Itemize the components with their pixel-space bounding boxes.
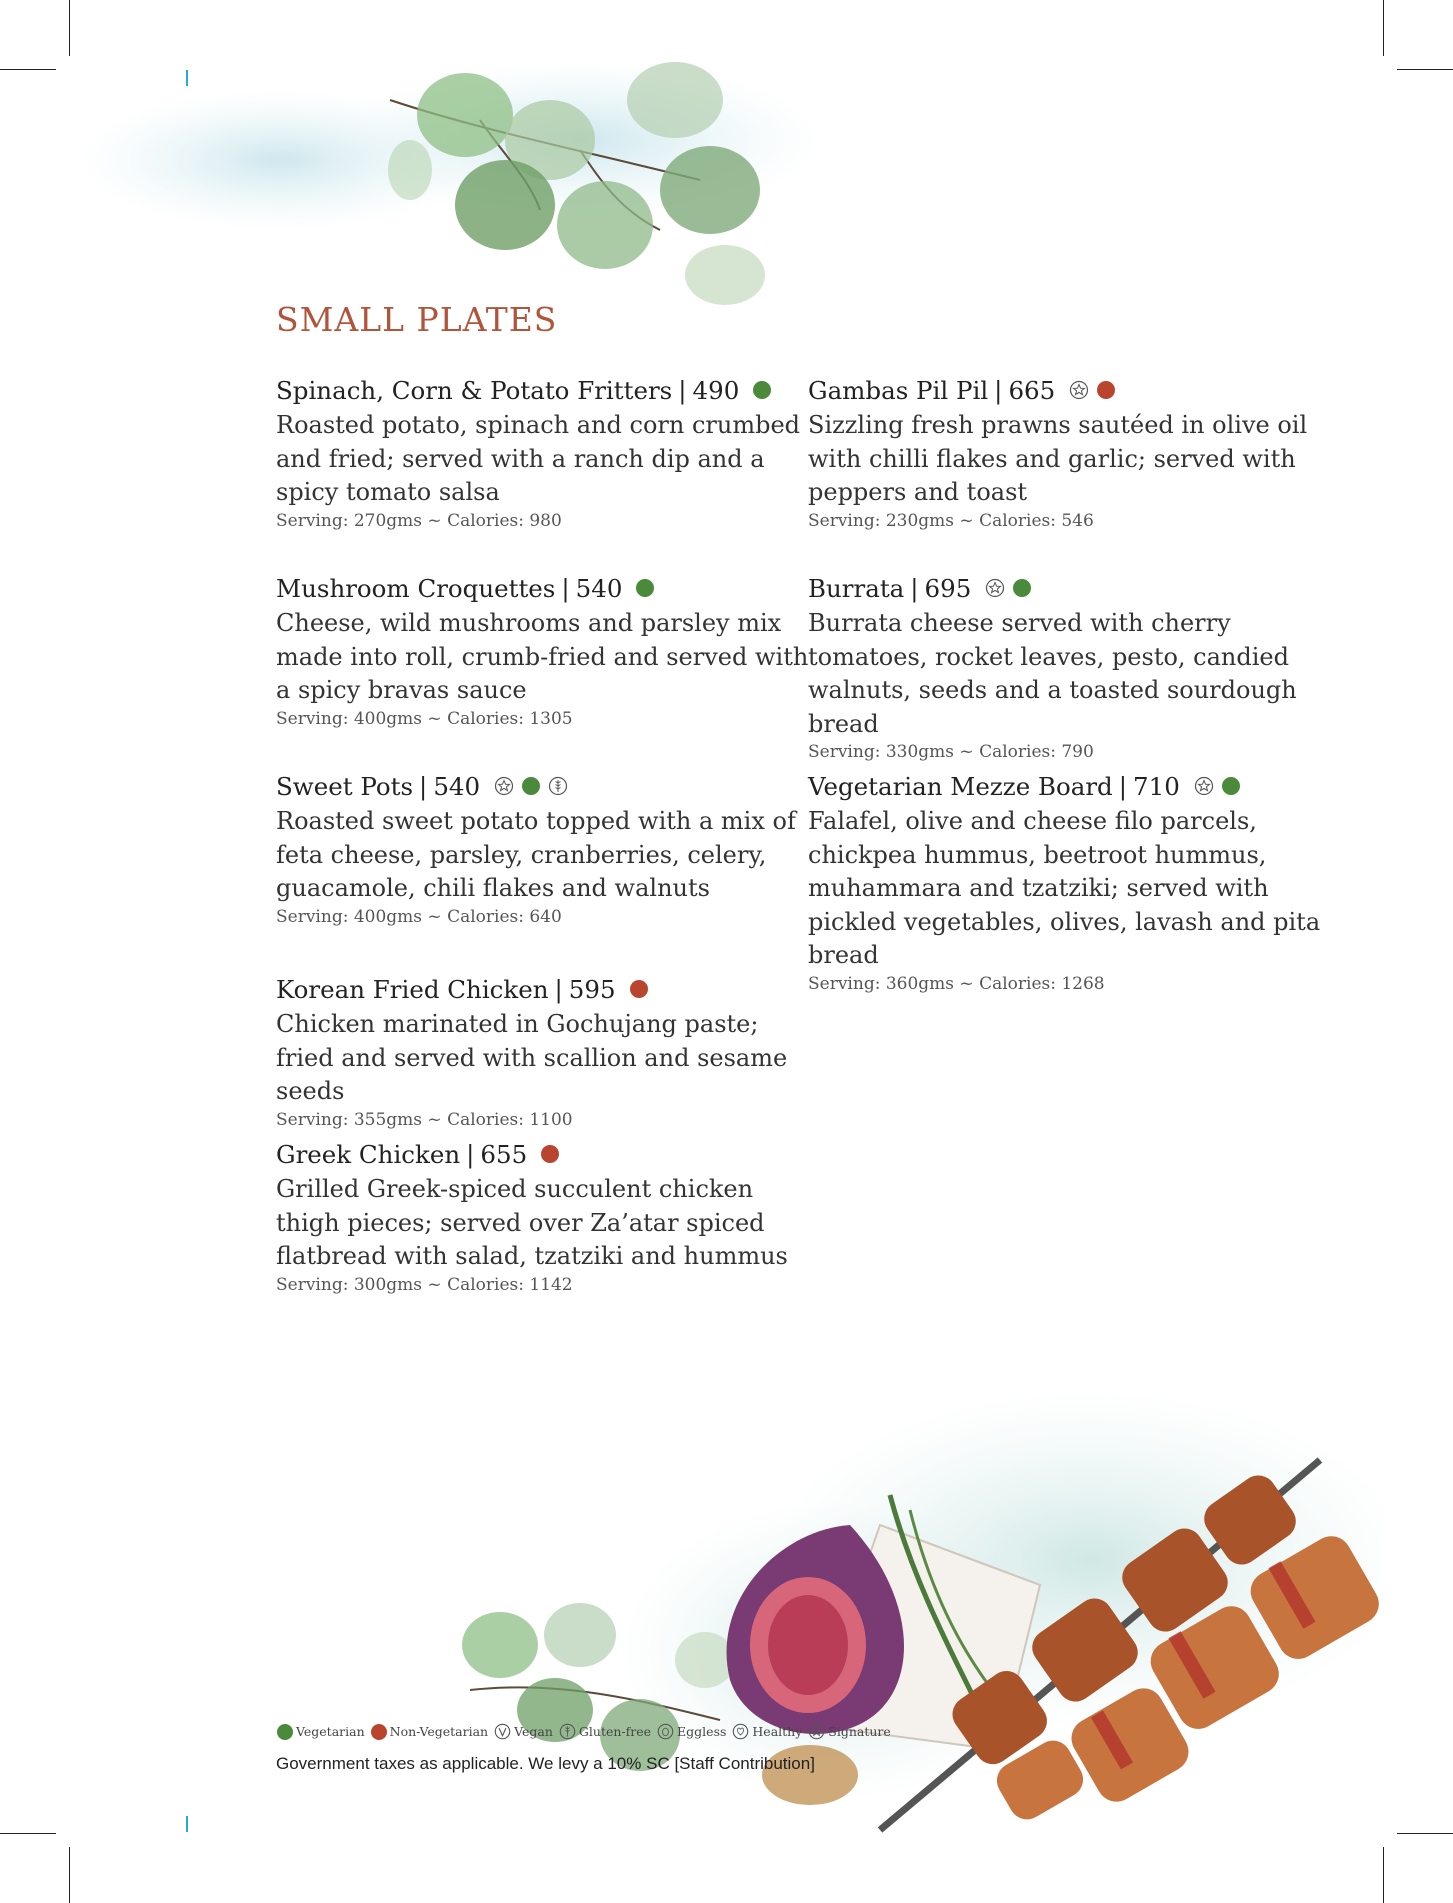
item-serving: Serving: 360gms ~ Calories: 1268 (808, 973, 1105, 994)
item-name: Greek Chicken (276, 1139, 461, 1169)
price-separator: | (561, 573, 570, 603)
crop-mark (69, 1847, 70, 1903)
signature-icon (494, 776, 514, 796)
item-description: Burrata cheese served with cherry tomatoes, rocket leaves, pesto, candied walnuts, seeds and a toasted sourdough bread (808, 609, 1297, 738)
item-serving: Serving: 270gms ~ Calories: 980 (276, 510, 562, 531)
item-name: Spinach, Corn & Potato Fritters (276, 375, 673, 405)
item-description: Sizzling fresh prawns sautéed in olive oil with chilli flakes and garlic; served with peppers and toast (808, 411, 1308, 506)
crop-mark (0, 69, 56, 70)
signature-icon (1069, 380, 1089, 400)
vegan-icon (494, 1723, 511, 1740)
price-separator: | (1118, 771, 1128, 801)
non-vegetarian-icon (630, 980, 648, 998)
price-separator: | (419, 771, 428, 801)
item-name: Vegetarian Mezze Board (808, 771, 1113, 801)
signature-icon (1194, 776, 1214, 796)
item-price: 665 (1008, 375, 1056, 405)
item-name: Sweet Pots (276, 771, 414, 801)
menu-item (276, 972, 816, 1131)
leaves-illustration (60, 60, 850, 310)
item-description: Cheese, wild mushrooms and parsley mix made into roll, crumb-fried and served with a spicy bravas sauce (276, 609, 809, 704)
vegetarian-icon (1013, 579, 1031, 597)
vegetarian-icon (753, 381, 771, 399)
price-separator: | (554, 974, 563, 1004)
menu-item (276, 1137, 816, 1296)
signature-icon (808, 1723, 825, 1740)
gluten-free-icon (559, 1723, 576, 1740)
item-name: Mushroom Croquettes (276, 573, 556, 603)
tax-note: Government taxes as applicable. We levy a 10% SC [Staff Contribution] (276, 1754, 815, 1773)
item-serving: Serving: 355gms ~ Calories: 1100 (276, 1109, 573, 1130)
crop-mark (0, 1833, 56, 1834)
menu-item (808, 373, 1353, 532)
crop-mark (1383, 0, 1384, 56)
vegetarian-icon (277, 1724, 293, 1740)
legend-eggless: Eggless (677, 1724, 727, 1739)
item-name: Burrata (808, 573, 905, 603)
item-serving: Serving: 400gms ~ Calories: 1305 (276, 708, 573, 729)
gluten-free-icon (548, 776, 568, 796)
legend-vegan: Vegan (514, 1724, 553, 1739)
item-price: 540 (433, 771, 481, 801)
item-price: 595 (568, 974, 616, 1004)
menu-item (808, 769, 1353, 995)
healthy-icon (732, 1723, 749, 1740)
item-serving: Serving: 230gms ~ Calories: 546 (808, 510, 1094, 531)
item-serving: Serving: 300gms ~ Calories: 1142 (276, 1274, 573, 1295)
item-name: Korean Fried Chicken (276, 974, 549, 1004)
legend-signature: Signature (828, 1724, 891, 1739)
price-separator: | (910, 573, 919, 603)
item-price: 710 (1133, 771, 1180, 801)
item-price: 540 (575, 573, 623, 603)
section-title: SMALL PLATES (276, 300, 558, 339)
non-vegetarian-icon (541, 1145, 559, 1163)
crop-mark (1397, 69, 1453, 70)
crop-mark (1383, 1847, 1384, 1903)
menu-item (276, 571, 816, 730)
item-price: 655 (480, 1139, 528, 1169)
item-description: Roasted sweet potato topped with a mix of feta cheese, parsley, cranberries, celery, guacamole, chili flakes and walnuts (276, 807, 796, 902)
price-separator: | (678, 375, 687, 405)
item-description: Roasted potato, spinach and corn crumbed and fried; served with a ranch dip and a spicy tomato salsa (276, 411, 801, 506)
item-description: Grilled Greek-spiced succulent chicken thigh pieces; served over Za’atar spiced flatbread with salad, tzatziki and hummus (276, 1175, 788, 1270)
legend-healthy: Healthy (752, 1724, 803, 1739)
crop-mark (1397, 1833, 1453, 1834)
price-separator: | (994, 375, 1003, 405)
legend-vegetarian: Vegetarian (296, 1724, 365, 1739)
crop-mark (69, 0, 70, 56)
legend-gluten-free: Gluten-free (578, 1724, 652, 1739)
vegetarian-icon (636, 579, 654, 597)
non-vegetarian-icon (371, 1724, 387, 1740)
vegetarian-icon (1222, 777, 1240, 795)
menu-item (276, 373, 816, 532)
registration-mark (186, 1816, 188, 1832)
price-separator: | (466, 1139, 475, 1169)
item-serving: Serving: 400gms ~ Calories: 640 (276, 906, 562, 927)
menu-item (276, 769, 816, 928)
legend-non-vegetarian: Non-Vegetarian (389, 1724, 489, 1739)
item-serving: Serving: 330gms ~ Calories: 790 (808, 742, 1094, 762)
vegetarian-icon (522, 777, 540, 795)
dietary-legend (277, 1723, 897, 1740)
menu-item (808, 571, 1353, 763)
eggless-icon (657, 1723, 674, 1740)
non-vegetarian-icon (1097, 381, 1115, 399)
signature-icon (985, 578, 1005, 598)
item-price: 490 (692, 375, 740, 405)
item-description: Falafel, olive and cheese filo parcels, chickpea hummus, beetroot hummus, muhammara and tzatziki; served with pickled vegetables, olives, lavash and pita bread (808, 807, 1321, 969)
item-price: 695 (924, 573, 972, 603)
item-name: Gambas Pil Pil (808, 375, 989, 405)
item-description: Chicken marinated in Gochujang paste; fried and served with scallion and sesame seeds (276, 1010, 788, 1105)
